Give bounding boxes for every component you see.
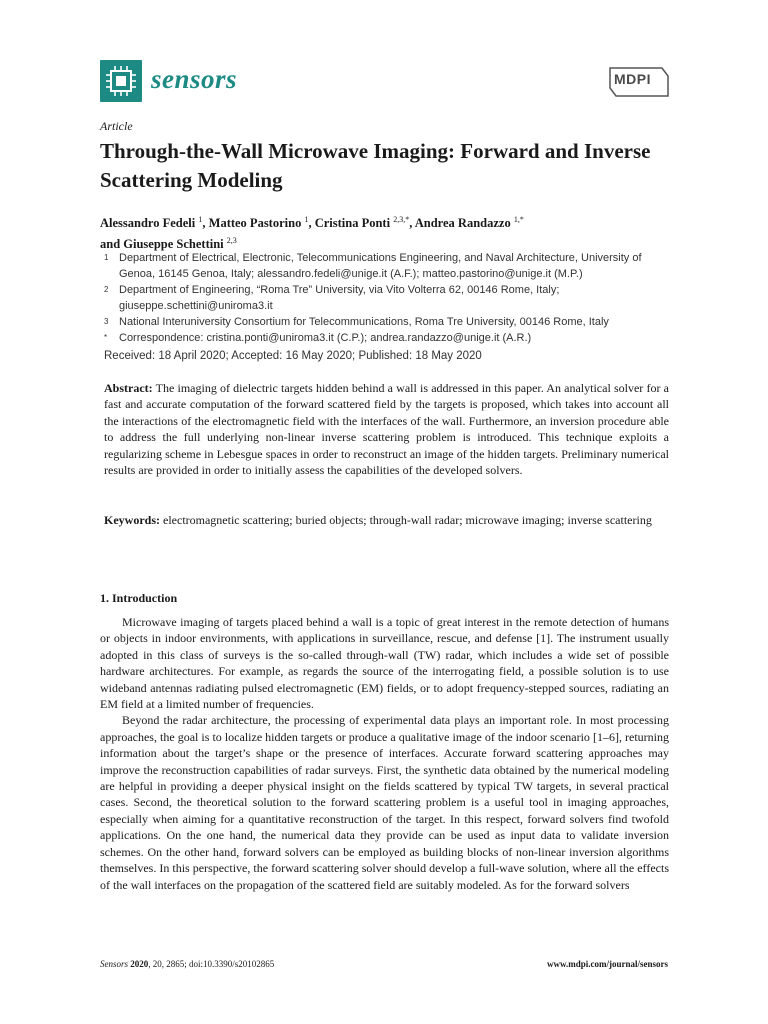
affiliation-item — [104, 250, 674, 282]
abstract-label: Abstract: — [104, 381, 153, 395]
author-name: Alessandro Fedeli — [100, 216, 196, 231]
affiliation-text: Department of Engineering, “Roma Tre” University, via Vito Volterra 62, 00146 Rome, Italy; giuseppe.schettini@uniroma3.it — [119, 284, 560, 312]
footer-year: 2020 — [130, 959, 149, 969]
author-affiliation-mark: 2,3 — [226, 236, 237, 246]
affiliation-item — [104, 282, 674, 314]
affiliation-text: Correspondence: cristina.ponti@uniroma3.it (C.P.); andrea.randazzo@unige.it (A.R.) — [119, 332, 532, 344]
article-type: Article — [100, 119, 133, 133]
affiliation-mark: * — [104, 333, 108, 342]
author-conjunction: and — [100, 237, 121, 252]
footer-url: www.mdpi.com/journal/sensors — [546, 959, 668, 969]
author-affiliation-mark: 1 — [304, 215, 309, 224]
section-heading: 1. Introduction — [100, 591, 178, 605]
paragraph: Microwave imaging of targets placed behind a wall is a topic of great interest in the remote detection of humans or objects in indoor environments, with applications in surveillance, rescue, and defense [1]. The instrument usually adopted in this class of surveys is the so-called through-wall (TW) radar, which includes a wide set of possible hardware architectures. For example, as regards the source of the interrogating field, a possible solution is to use wideband antennas radiating pulsed electromagnetic (EM) fields, or to adopt frequency-stepped sources, radiating an EM field at a limited number of frequencies. — [100, 615, 669, 712]
affiliation-text: Department of Electrical, Electronic, Telecommunications Engineering, and Naval Architecture, University of Genoa, 16145 Genoa, Italy; alessandro.fedeli@unige.it (A.F.); matteo.pastorino@unige.it (M.P.) — [119, 252, 642, 280]
author-name: Matteo Pastorino — [208, 216, 302, 231]
author-affiliation-mark: 1 — [198, 215, 203, 224]
publisher-name: MDPI — [614, 71, 651, 87]
affiliation-mark: 1 — [104, 253, 109, 262]
author-affiliation-mark: 1,* — [513, 215, 524, 224]
affiliation-mark: 3 — [104, 317, 109, 326]
affiliation-list — [104, 250, 674, 346]
affiliation-item — [104, 330, 674, 346]
paragraph: Beyond the radar architecture, the processing of experimental data plays an important role. In most processing approaches, the goal is to localize hidden targets or produce a qualitative image of the indoor scenario [1–6], returning information about the target’s shape or the presence of interfaces. Accurate forward scattering approaches may improve the reconstruction capabilities of radar surveys. First, the synthetic data obtained by the numerical modeling are helpful in providing a deeper physical insight on the fields scattered by typical TW targets, in several practical cases. Second, the theoretical solution to the forward scattering problem is a useful tool in imaging approaches, especially when aiming for a quantitative reconstruction of the target. In this respect, forward solvers find twofold applications. On the one hand, the numerical data they provide can be used as input data to validate inversion schemes. On the other hand, forward solvers can be employed as building blocks of non-linear inversion algorithms themselves. In this perspective, the forward scattering solver should develop a full-wave solution, where all the effects of the wall interfaces on the propagation of the scattered field are suitably modeled. As for the forward solvers — [100, 713, 669, 892]
footer-journal: Sensors — [100, 959, 129, 969]
author-name: Cristina Ponti — [314, 216, 391, 231]
publication-dates: Received: 18 April 2020; Accepted: 16 May 2020; Published: 18 May 2020 — [104, 350, 482, 362]
section-body — [100, 614, 669, 893]
author-list: Alessandro Fedeli $^1$, Matteo Pastorino $^1$, Cristina Ponti $^{2,3,*}$, Andrea Randazzo $^{1,*}$ and Giuseppe Schettini $^{2,3}$ — [100, 215, 524, 252]
keywords — [104, 512, 669, 528]
keywords-text: electromagnetic scattering; buried objects; through-wall radar; microwave imaging; inverse scattering — [163, 513, 652, 527]
affiliation-mark: 2 — [104, 285, 109, 294]
affiliation-item — [104, 314, 674, 330]
footer-citation-text: , 20, 2865; doi:10.3390/s20102865 — [148, 959, 275, 969]
abstract-text: The imaging of dielectric targets hidden behind a wall is addressed in this paper. An analytical solver for a fast and accurate computation of the forward scattered field by the targets is proposed, which takes into account all the interactions of the electromagnetic field with the interfaces of the wall. Furthermore, an inversion procedure able to address the full underlying non-linear inverse scattering problem is introduced. This technique exploits a regularizing scheme in Lebesgue spaces in order to reconstruct an image of the hidden targets. Preliminary numerical results are provided in order to initially assess the capabilities of the developed solvers. — [104, 381, 669, 478]
abstract — [104, 380, 669, 478]
author-name: Giuseppe Schettini — [123, 237, 224, 252]
keywords-label: Keywords: — [104, 513, 160, 527]
journal-logo-icon — [100, 60, 142, 102]
journal-name: sensors — [151, 64, 238, 94]
affiliation-text: National Interuniversity Consortium for Telecommunications, Roma Tre University, 00146 Rome, Italy — [119, 316, 609, 328]
author-affiliation-mark: 2,3,* — [393, 215, 410, 224]
footer-citation — [100, 959, 274, 969]
paper-title: Through-the-Wall Microwave Imaging: Forward and Inverse Scattering Modeling — [100, 139, 651, 192]
author-name: Andrea Randazzo — [414, 216, 511, 231]
